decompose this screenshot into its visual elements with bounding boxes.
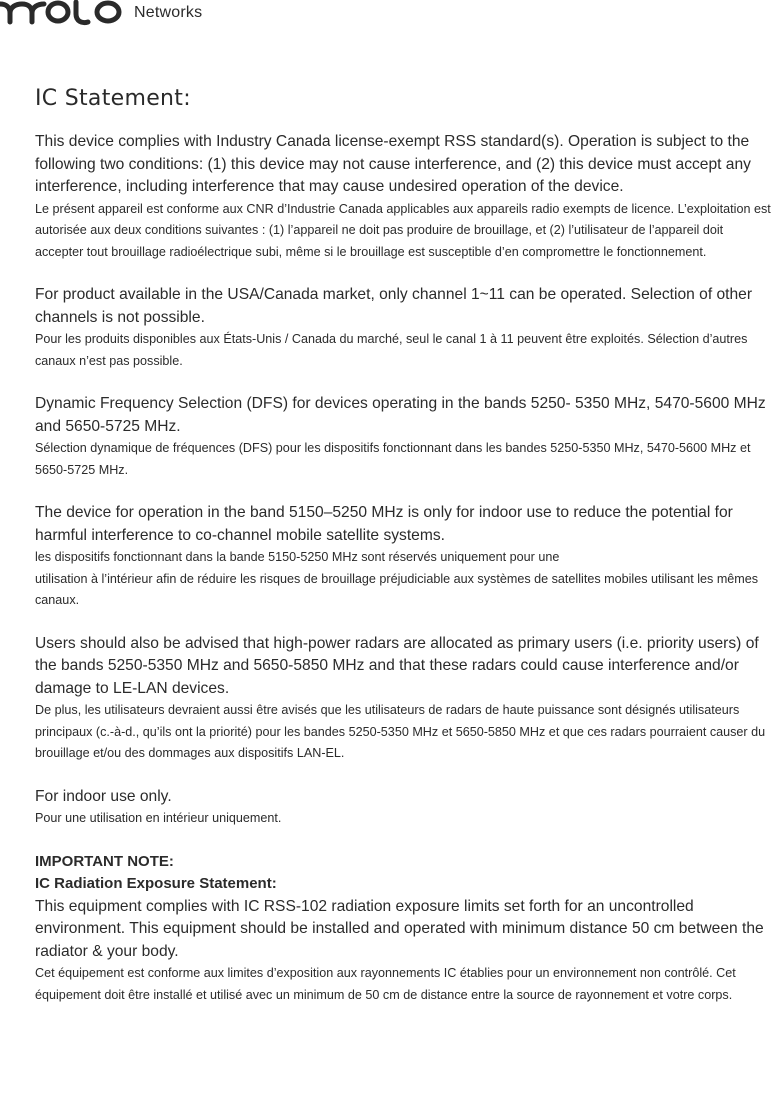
section-important <box>35 851 773 1007</box>
text-en: This equipment complies with IC RSS-102 radiation exposure limits set forth for an uncontrolled environment. This equipment should be installed and operated with minimum distance 50 cm between the radiator & your body. <box>35 897 764 960</box>
text-fr-line2: utilisation à l’intérieur afin de réduire les risques de brouillage préjudiciable aux systèmes de satellites mobiles utilisant les mêmes canaux. <box>35 571 759 607</box>
section-radars <box>35 633 773 765</box>
text-fr: Pour une utilisation en intérieur uniquement. <box>35 811 282 825</box>
text-en: This device complies with Industry Canada license-exempt RSS standard(s). Operation is subject to the following two conditions: (1) this device may not cause interference, and (2) this device must accept any interference, including interference that may cause undesired operation of the device. <box>35 133 751 195</box>
section-dfs <box>35 393 773 481</box>
page-title: IC Statement: <box>35 86 191 111</box>
text-fr: Cet équipement est conforme aux limites d’exposition aux rayonnements IC établies pour un environnement non contrôlé. Cet équipement doit être installé et utilisé avec un minimum de 50 cm de distance entre la source de rayonnement et votre corps. <box>35 966 736 1002</box>
section-indoor-only <box>35 786 773 830</box>
mojo-logo <box>0 0 130 30</box>
section-compliance <box>35 131 773 263</box>
text-en: Users should also be advised that high-power radars are allocated as primary users (i.e. priority users) of the bands 5250-5350 MHz and 5650-5850 MHz and that these radars could cause interference and/or damage to LE-LAN devices. <box>35 634 759 697</box>
text-en: For product available in the USA/Canada market, only channel 1~11 can be operated. Selection of other channels is not possible. <box>35 286 753 326</box>
page-header <box>0 0 260 30</box>
text-fr-line1: les dispositifs fonctionnant dans la bande 5150-5250 MHz sont réservés uniquement pour une <box>35 550 560 564</box>
text-fr: De plus, les utilisateurs devraient aussi être avisés que les utilisateurs de radars de haute puissance sont désignés utilisateurs principaux (c.-à-d., qu’ils ont la priorité) pour les bandes 5250-5350 MHz et 5650-5850 MHz et que ces radars pourraient causer du brouillage et/ou des dommages aux dispositifs LAN-EL. <box>35 703 766 760</box>
document-body <box>35 86 773 1027</box>
section-indoor-band <box>35 502 773 612</box>
text-en: The device for operation in the band 5150–5250 MHz is only for indoor use to reduce the potential for harmful interference to co-channel mobile satellite systems. <box>35 504 733 544</box>
radiation-statement-heading: IC Radiation Exposure Statement: <box>35 875 277 892</box>
text-fr: Le présent appareil est conforme aux CNR d’Industrie Canada applicables aux appareils radio exempts de licence. L’exploitation est autorisée aux deux conditions suivantes : (1) l’appareil ne doit pas produire de brouillage, et (2) l’utilisateur de l’appareil doit accepter tout brouillage radioélectrique subi, même si le brouillage est susceptible d’en compromettre le fonctionnement. <box>35 201 771 259</box>
important-note-heading: IMPORTANT NOTE: <box>35 852 174 870</box>
text-en: Dynamic Frequency Selection (DFS) for devices operating in the bands 5250- 5350 MHz, 5470-5600 MHz and 5650-5725 MHz. <box>35 395 766 435</box>
text-en: For indoor use only. <box>35 787 172 805</box>
text-fr: Pour les produits disponibles aux États-Unis / Canada du marché, seul le canal 1 à 11 peuvent être exploités. Sélection d’autres canaux n’est pas possible. <box>35 332 748 368</box>
text-fr: Sélection dynamique de fréquences (DFS) pour les dispositifs fonctionnant dans les bandes 5250-5350 MHz, 5470-5600 MHz et 5650-5725 MHz. <box>35 441 751 477</box>
brand-subtitle: Networks <box>134 4 203 21</box>
section-channels <box>35 284 773 372</box>
